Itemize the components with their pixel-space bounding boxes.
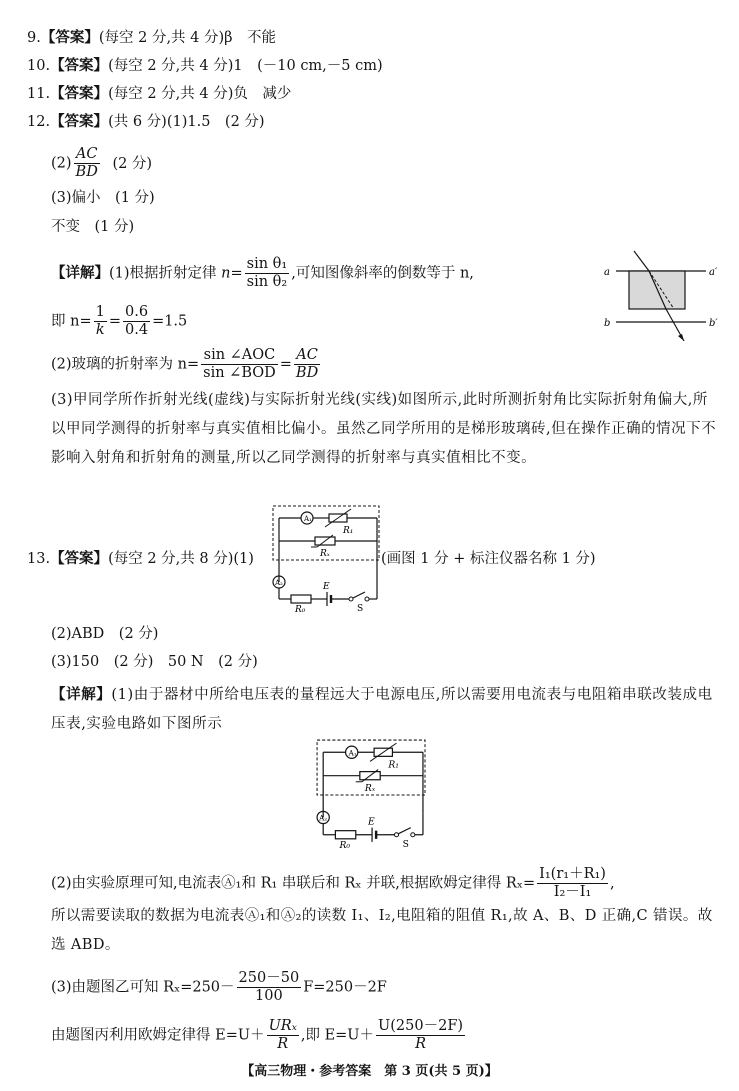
ammeter-a2-label: A₂ (319, 813, 328, 823)
question-number: 11. (27, 86, 51, 102)
fraction-numerator: 0.6 (125, 304, 149, 320)
q12-answer-3: (3)偏小 (1 分) (51, 190, 155, 206)
fraction-denominator: R (277, 1036, 289, 1052)
formula-lhs: n= (221, 265, 243, 282)
fraction (245, 256, 290, 291)
fraction-denominator: BD (75, 164, 98, 180)
fraction-numerator: 250－50 (238, 970, 300, 986)
score: (2 分) (112, 155, 153, 172)
q12-detail-1 (51, 256, 474, 291)
detail-text: (1)由于器材中所给电压表的量程远大于电源电压,所以需要用电流表与电阻箱串联改装成电压表,实验电路如下图所示 (51, 687, 713, 732)
answer-line-q13 (27, 549, 254, 569)
fraction (74, 146, 100, 181)
answer-tag: 【答案】 (50, 57, 109, 74)
fraction-numerator: AC (294, 347, 320, 365)
resistor-r1-label: R₁ (343, 526, 354, 536)
answer-tag: 【答案】 (50, 113, 109, 130)
question-number: 9. (27, 30, 41, 46)
fraction (123, 304, 150, 339)
label-a-prime: a′ (709, 267, 718, 278)
fraction-denominator: R (415, 1036, 426, 1052)
answer-line-q11 (27, 84, 291, 104)
fraction-denominator: sin θ₂ (246, 274, 288, 290)
circuit-diagram (265, 503, 383, 613)
battery-e-label: E (367, 816, 375, 828)
q13-answer-3: (3)150 (2 分) 50 N (2 分) (51, 654, 258, 670)
fraction-numerator: U(250－2F) (378, 1018, 464, 1034)
fraction-numerator: sin θ₁ (246, 256, 288, 272)
q12-answer-2 (51, 146, 152, 181)
fraction (94, 304, 107, 339)
answer-line-q9 (27, 28, 276, 48)
answer-text: (共 6 分)(1)1.5 (2 分) (108, 114, 265, 130)
resistor-r0-label: R₀ (295, 605, 306, 613)
q13-detail-3: 所以需要读取的数据为电流表Ⓐ₁和Ⓐ₂的读数 I₁、I₂,电阻箱的阻值 R₁,故 A、B、D 正确,C 错误。故选 ABD。 (51, 908, 713, 953)
answer-line-q12 (27, 112, 265, 132)
resistor-r0-label: R₀ (339, 839, 351, 849)
q12-detail-4: (3)甲同学所作折射光线(虚线)与实际折射光线(实线)如图所示,此时所测折射角比实际折射角偏大,所以甲同学测得的折射率与真实值相比偏小。虽然乙同学所用的是梯形玻璃砖,但在操作正确的情况下不影响入射角和折射角的测量,所以乙同学测得的折射率与真实值相比不变。 (51, 392, 717, 466)
fraction-numerator: AC (74, 146, 100, 164)
detail-text: (3)由题图乙可知 Rₓ=250－ (51, 979, 235, 996)
q13-note: (画图 1 分 + 标注仪器名称 1 分) (381, 551, 596, 567)
fraction-numerator: URₓ (268, 1018, 297, 1034)
fraction (201, 347, 278, 382)
q13-answer-2: (2)ABD (2 分) (51, 626, 159, 642)
ammeter-a1-label: A₁ (348, 748, 357, 758)
answer-text: (每空 2 分,共 4 分)1 (－10 cm,－5 cm) (108, 58, 383, 74)
fraction-numerator: I₁(r₁＋R₁) (539, 866, 606, 882)
label-b: b (604, 318, 611, 329)
equals-sign: = (108, 313, 121, 330)
battery-e-label: E (323, 582, 330, 592)
detail-text: ,可知图像斜率的倒数等于 n, (291, 265, 474, 282)
fraction-denominator: I₂－I₁ (553, 884, 592, 900)
fraction-denominator: sin ∠BOD (203, 365, 276, 381)
q12-detail-3: (2)玻璃的折射率为 n= $\frac{\text{sin ∠AOC}}{\text{sin ∠BOD}}$ = $\frac{AC}{BD}$ (51, 347, 319, 381)
ammeter-a2-label: A₂ (275, 579, 283, 587)
question-number: 13. (27, 551, 51, 567)
q13-detail-2 (51, 866, 615, 901)
resistor-rx-label: Rₓ (364, 782, 376, 794)
q12-detail-2 (51, 304, 187, 339)
resistor-r1-label: R₁ (388, 759, 399, 771)
answer-tag: 【答案】 (40, 29, 99, 46)
circuit-diagram-detail (308, 737, 430, 849)
switch-s-label: S (402, 838, 409, 849)
fraction (294, 347, 320, 382)
fraction-denominator: 100 (255, 988, 283, 1004)
fraction-numerator: sin ∠AOC (201, 347, 278, 365)
q12-answer-4: 不变 (1 分) (51, 219, 135, 235)
question-number: 12. (27, 114, 51, 130)
detail-text: (2)玻璃的折射率为 n= (51, 356, 200, 373)
question-number: 10. (27, 58, 51, 74)
answer-tag: 【答案】 (50, 550, 109, 567)
fraction (537, 866, 608, 901)
detail-text: (2)由实验原理可知,电流表Ⓐ₁和 R₁ 串联后和 Rₓ 并联,根据欧姆定律得 Rₓ= (51, 875, 536, 892)
detail-text: 由题图丙利用欧姆定律得 E=U＋ (51, 1027, 265, 1044)
q13-detail-1 (51, 680, 721, 739)
fraction-denominator: BD (295, 365, 319, 381)
q13-detail-4 (51, 970, 387, 1005)
resistor-rx-label: Rₓ (320, 549, 330, 559)
ammeter-a1-label: A₁ (304, 515, 312, 523)
page-footer: 【高三物理・参考答案 第 3 页(共 5 页)】 (241, 1064, 498, 1079)
detail-tag: 【详解】 (51, 686, 112, 703)
formula-result: =1.5 (152, 313, 188, 330)
answer-line-q10 (27, 56, 383, 76)
formula-lhs: 即 n= (51, 313, 92, 330)
item-prefix: (2) (51, 155, 72, 172)
detail-text: F=250－2F (303, 979, 387, 996)
detail-text: (1)根据折射定律 (109, 265, 222, 282)
answer-text: (每空 2 分,共 8 分)(1) (108, 551, 254, 567)
fraction-numerator: 1 (95, 304, 105, 320)
answer-text: (每空 2 分,共 4 分)负 减少 (108, 86, 292, 102)
fraction (237, 970, 302, 1005)
fraction-denominator: k (95, 322, 105, 338)
label-a: a (604, 267, 610, 278)
fraction-denominator: 0.4 (125, 322, 149, 338)
answer-tag: 【答案】 (50, 85, 109, 102)
fraction (376, 1018, 465, 1053)
answer-text: (每空 2 分,共 4 分)β 不能 (98, 30, 277, 46)
refraction-diagram (596, 246, 726, 346)
detail-tag: 【详解】 (51, 264, 109, 282)
label-b-prime: b′ (709, 318, 718, 329)
punctuation: , (609, 875, 615, 892)
detail-text: ,即 E=U＋ (300, 1027, 375, 1044)
switch-s-label: S (357, 604, 364, 613)
fraction (267, 1018, 299, 1053)
q13-detail-5 (51, 1018, 467, 1053)
